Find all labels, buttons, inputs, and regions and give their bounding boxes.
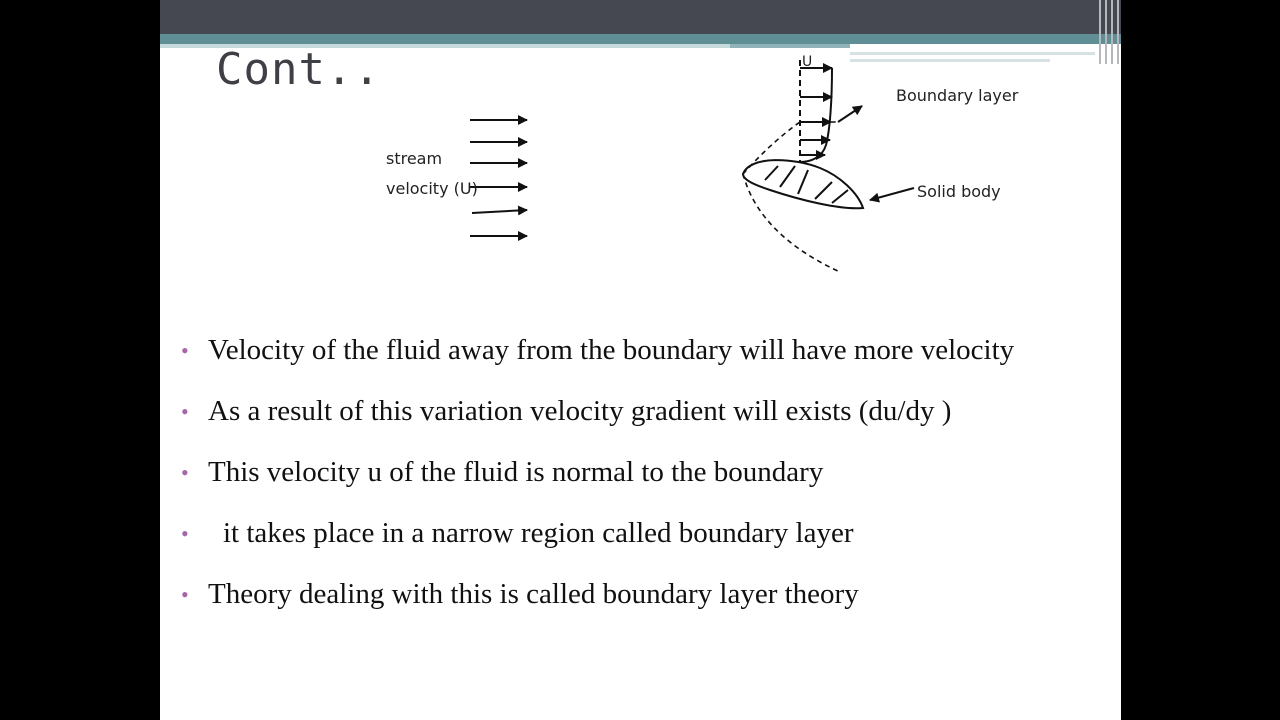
decorative-lines [850, 50, 1095, 66]
bullet-dot-icon: • [181, 582, 189, 607]
velocity-profile [800, 60, 832, 162]
stream-arrows [470, 120, 527, 236]
bullet-text: Theory dealing with this is called boundary layer theory [208, 578, 859, 610]
bullet-item [180, 566, 1110, 623]
stream-label: stream [386, 149, 443, 168]
bullet-item [180, 444, 1110, 501]
velocity-label: velocity (U) [386, 179, 478, 198]
bullet-text: it takes place in a narrow region called boundary layer [223, 517, 854, 549]
bullet-item [180, 383, 1110, 440]
solid-body-pointer [870, 188, 914, 200]
page-title: Cont.. [216, 44, 381, 95]
bullet-dot-icon: • [181, 399, 189, 424]
bullet-text: Velocity of the fluid away from the boundary will have more velocity [208, 334, 1015, 366]
header-band [160, 0, 1121, 34]
bullet-dot-icon: • [181, 338, 189, 363]
solid-body-label: Solid body [917, 182, 1001, 201]
bullet-text: This velocity u of the fluid is normal to the boundary [208, 456, 824, 488]
bullet-item [180, 505, 1110, 562]
boundary-layer-diagram [370, 50, 1019, 280]
bullet-item [180, 322, 1110, 379]
accent-strip [160, 34, 1121, 44]
u-label: U [802, 54, 813, 70]
bullet-list [180, 322, 1110, 627]
bullet-dot-icon: • [181, 460, 189, 485]
slide [160, 0, 1121, 720]
decorative-vertical-lines [1095, 0, 1121, 64]
bullet-text: As a result of this variation velocity gradient will exists (du/dy ) [208, 395, 952, 427]
boundary-layer-label: Boundary layer [896, 86, 1019, 105]
accent-strip-step [730, 44, 850, 48]
solid-body [743, 160, 863, 208]
boundary-layer-pointer [838, 106, 862, 122]
bullet-dot-icon: • [181, 521, 189, 546]
